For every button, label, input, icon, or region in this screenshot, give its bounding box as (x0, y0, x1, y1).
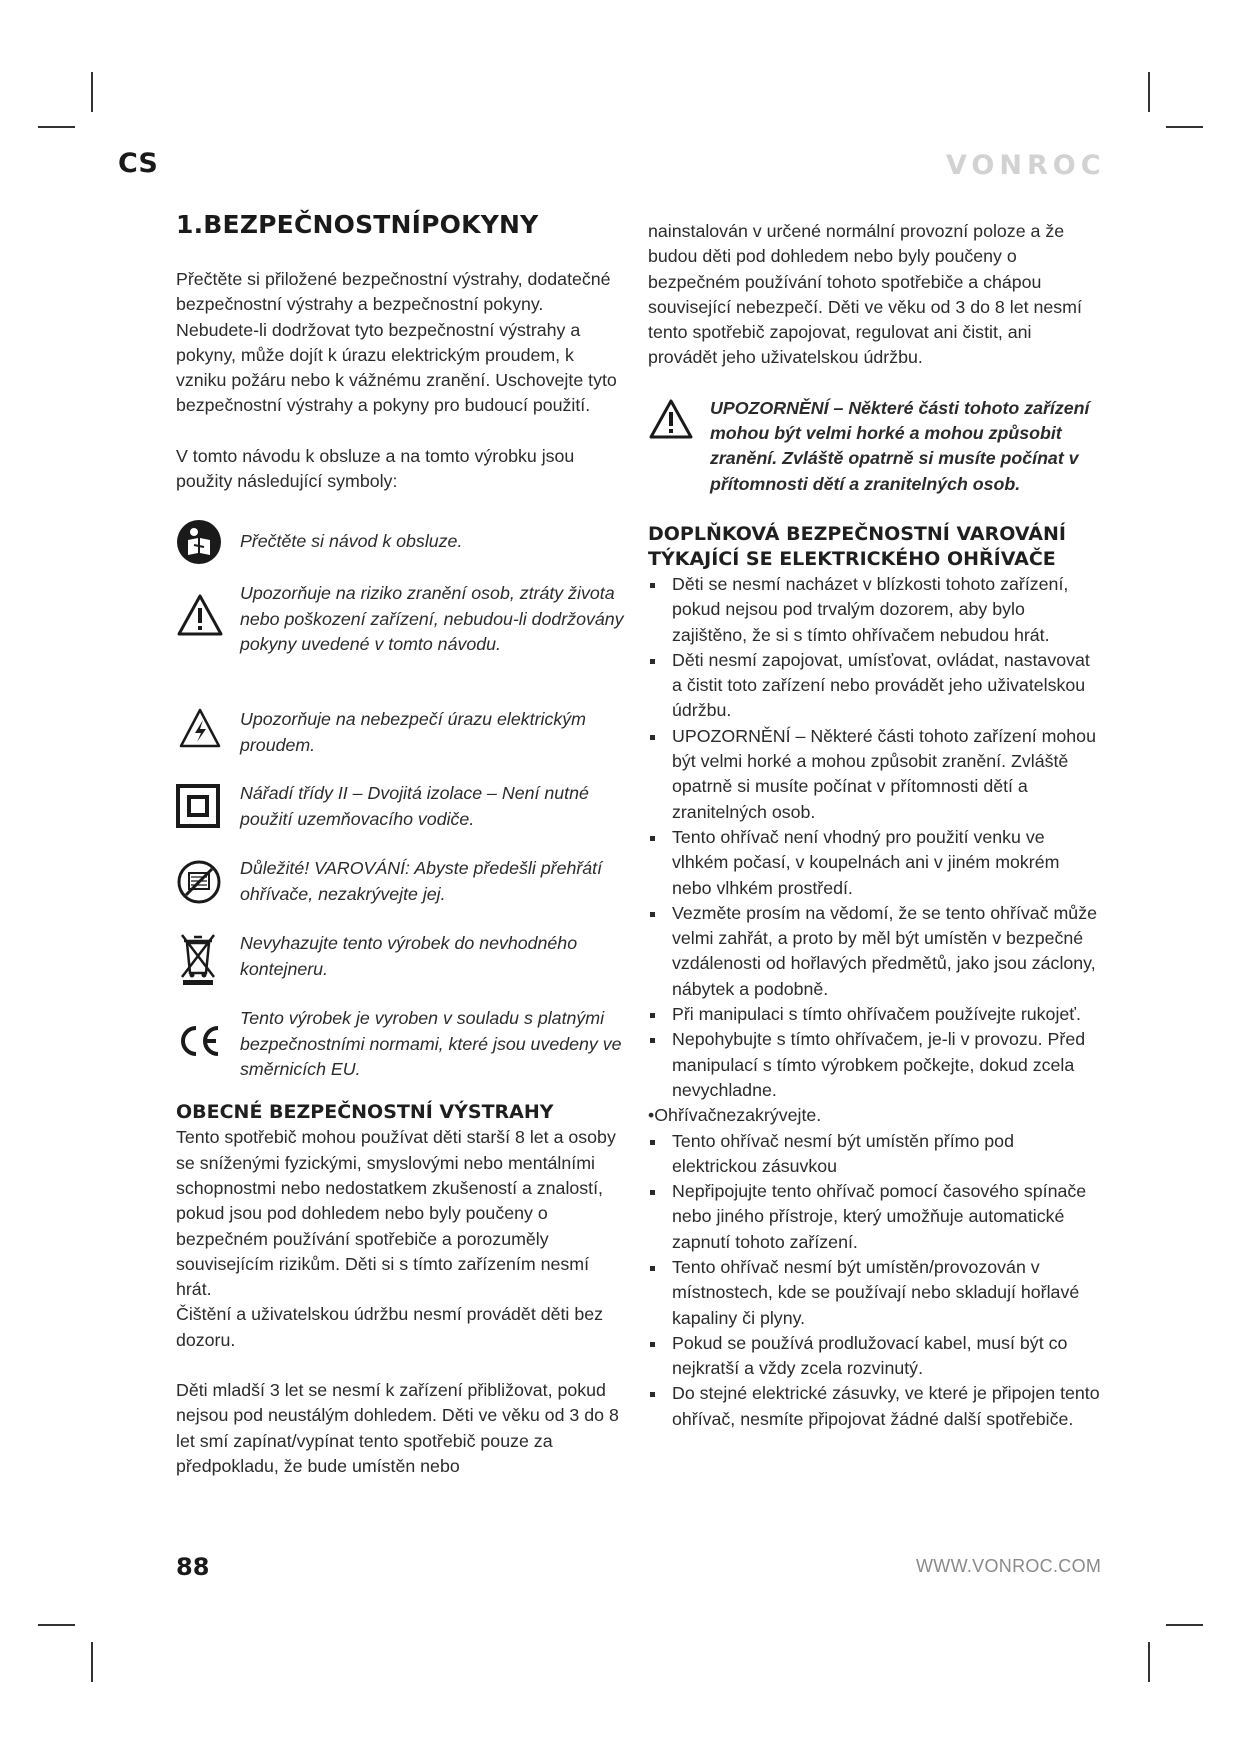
symbol-text: Nevyhazujte tento výrobek do nevhodného kontejneru. (240, 933, 578, 979)
symbols-intro: V tomto návodu k obsluze a na tomto výrobku jsou použity následující symboly: (176, 445, 575, 492)
list-item: Děti nesmí zapojovat, umísťovat, ovládat, nastavovat a čistit toto zařízení nebo provádět jeho uživatelskou údržbu. (648, 648, 1100, 724)
warning-triangle-icon (176, 593, 224, 637)
list-item: Vezměte prosím na vědomí, že se tento ohřívač může velmi zahřát, a proto by měl být umístěn v bezpečné vzdálenosti od hořlavých předmětů, jako jsou záclony, nábytek a podobně. (648, 901, 1100, 1002)
list-item: Děti se nesmí nacházet v blízkosti tohoto zařízení, pokud nejsou pod trvalým dozorem, aby bylo zajištěno, že si s tímto ohřívačem nebudou hrát. (648, 572, 1100, 648)
list-item: Nepohybujte s tímto ohřívačem, je-li v provozu. Před manipulací s tímto výrobkem počkejte, dokud zcela nevychladne. (648, 1027, 1100, 1103)
intro-paragraph: Přečtěte si přiložené bezpečnostní výstrahy, dodatečné bezpečnostní výstrahy a bezpečnostní pokyny. Nebudete-li dodržovat tyto bezpečnostní výstrahy a pokyny, může dojít k úrazu elektrickým proudem, k vzniku požáru nebo k vážnému zranění. Uschovejte tyto bezpečnostní výstrahy a pokyny pro budoucí použití. (176, 269, 617, 416)
warning-triangle-icon (648, 398, 694, 440)
heater-warnings-list-2 (648, 1129, 1100, 1433)
read-manual-icon (176, 519, 222, 565)
symbol-text: Nářadí třídy II – Dvojitá izolace – Není nutné použití uzemňovacího vodiče. (240, 783, 589, 829)
continuation-paragraph: nainstalován v určené normální provozní poloze a že budou děti pod dohledem nebo byly poučeny o bezpečném používání tohoto spotřebiče a chápou související nebezpečí. Děti ve věku od 3 do 8 let nesmí tento spotřebič zapojovat, regulovat ani čistit, ani provádět jeho uživatelskou údržbu. (648, 221, 1082, 368)
weee-bin-icon (178, 931, 218, 985)
crop-mark (38, 1624, 75, 1626)
website-url: WWW.VONROC.COM (916, 1556, 1102, 1576)
language-code: CS (118, 148, 158, 179)
do-not-cover-icon (176, 859, 222, 905)
ce-mark-icon (176, 1024, 222, 1058)
list-item: Tento ohřívač nesmí být umístěn přímo pod elektrickou zásuvkou (648, 1129, 1100, 1180)
section-title: 1.BEZPEČNOSTNÍPOKYNY (176, 210, 539, 239)
symbol-text: Přečtěte si návod k obsluze. (240, 531, 463, 552)
heater-warnings-heading: DOPLŇKOVÁ BEZPEČNOSTNÍ VAROVÁNÍ TÝKAJÍCÍ SE ELEKTRICKÉHO OHŘÍVAČE (648, 522, 1066, 570)
symbol-text: Upozorňuje na nebezpečí úrazu elektrickým proudem. (240, 709, 586, 755)
general-paragraph: Tento spotřebič mohou používat děti starší 8 let a osoby se sníženými fyzickými, smyslovými nebo mentálními schopnostmi nebo nedostatkem zkušeností a znalostí, pokud jsou pod dohledem nebo byly poučeny o bezpečném používání spotřebiče a porozuměly souvisejícím rizikům. Děti si s tímto zařízením nesmí hrát. (176, 1127, 616, 1300)
symbol-text: Důležité! VAROVÁNÍ: Abyste předešli přehřátí ohřívače, nezakrývejte jej. (240, 858, 603, 904)
list-item: Tento ohřívač není vhodný pro použití venku ve vlhkém počasí, v koupelnách ani v jiném mokrém nebo vlhkém prostředí. (648, 825, 1100, 901)
list-item: Pokud se používá prodlužovací kabel, musí být co nejkratší a vždy zcela rozvinutý. (648, 1331, 1100, 1382)
list-item: Nepřipojujte tento ohřívač pomocí časového spínače nebo jiného přístroje, který umožňuje automatické zapnutí tohoto zařízení. (648, 1179, 1100, 1255)
brand-logo: VONROC (946, 150, 1106, 181)
general-warnings-heading: OBECNÉ BEZPEČNOSTNÍ VÝSTRAHY (176, 1101, 554, 1124)
crop-mark (38, 126, 75, 128)
general-paragraph: Děti mladší 3 let se nesmí k zařízení přibližovat, pokud nejsou pod neustálým dohledem. Děti ve věku od 3 do 8 let smí zapínat/vypínat tento spotřebič pouze za předpokladu, že bude umístěn nebo (176, 1380, 619, 1476)
list-item: Při manipulaci s tímto ohřívačem používejte rukojeť. (648, 1002, 1100, 1027)
list-item: Tento ohřívač nesmí být umístěn/provozován v místnostech, kde se používají nebo skladují hořlavé kapaliny či plyny. (648, 1255, 1100, 1331)
inline-line: •Ohřívačnezakrývejte. (648, 1105, 822, 1126)
crop-mark (1148, 72, 1150, 112)
symbol-text: Upozorňuje na riziko zranění osob, ztráty života nebo poškození zařízení, nebudou-li dodržovány pokyny uvedené v tomto návodu. (240, 583, 624, 654)
list-item: Do stejné elektrické zásuvky, ve které je připojen tento ohřívač, nesmíte připojovat žádné další spotřebiče. (648, 1381, 1100, 1432)
crop-mark (1166, 1624, 1203, 1626)
electric-shock-icon (178, 707, 222, 749)
crop-mark (1148, 1642, 1150, 1682)
crop-mark (1166, 126, 1203, 128)
warning-text: UPOZORNĚNÍ – Některé části tohoto zařízení mohou být velmi horké a mohou způsobit zranění. Zvláště opatrně si musíte počínat v přítomnosti dětí a zranitelných osob. (710, 397, 1090, 494)
crop-mark (91, 1642, 93, 1682)
page-number: 88 (176, 1553, 210, 1581)
heater-warnings-list (648, 572, 1100, 1103)
right-column (648, 219, 1100, 1432)
symbol-text: Tento výrobek je vyroben v souladu s platnými bezpečnostními normami, které jsou uvedeny ve směrnicích EU. (240, 1008, 622, 1079)
crop-mark (91, 72, 93, 112)
general-paragraph: Čištění a uživatelskou údržbu nesmí provádět děti bez dozoru. (176, 1304, 603, 1350)
list-item: UPOZORNĚNÍ – Některé části tohoto zařízení mohou být velmi horké a mohou způsobit zranění. Zvláště opatrně si musíte počínat v přítomnosti dětí a zranitelných osob. (648, 724, 1100, 825)
hot-surface-warning (648, 396, 1100, 497)
double-insulation-icon (176, 784, 220, 828)
symbols-list (176, 519, 626, 1099)
left-column (176, 210, 626, 1479)
